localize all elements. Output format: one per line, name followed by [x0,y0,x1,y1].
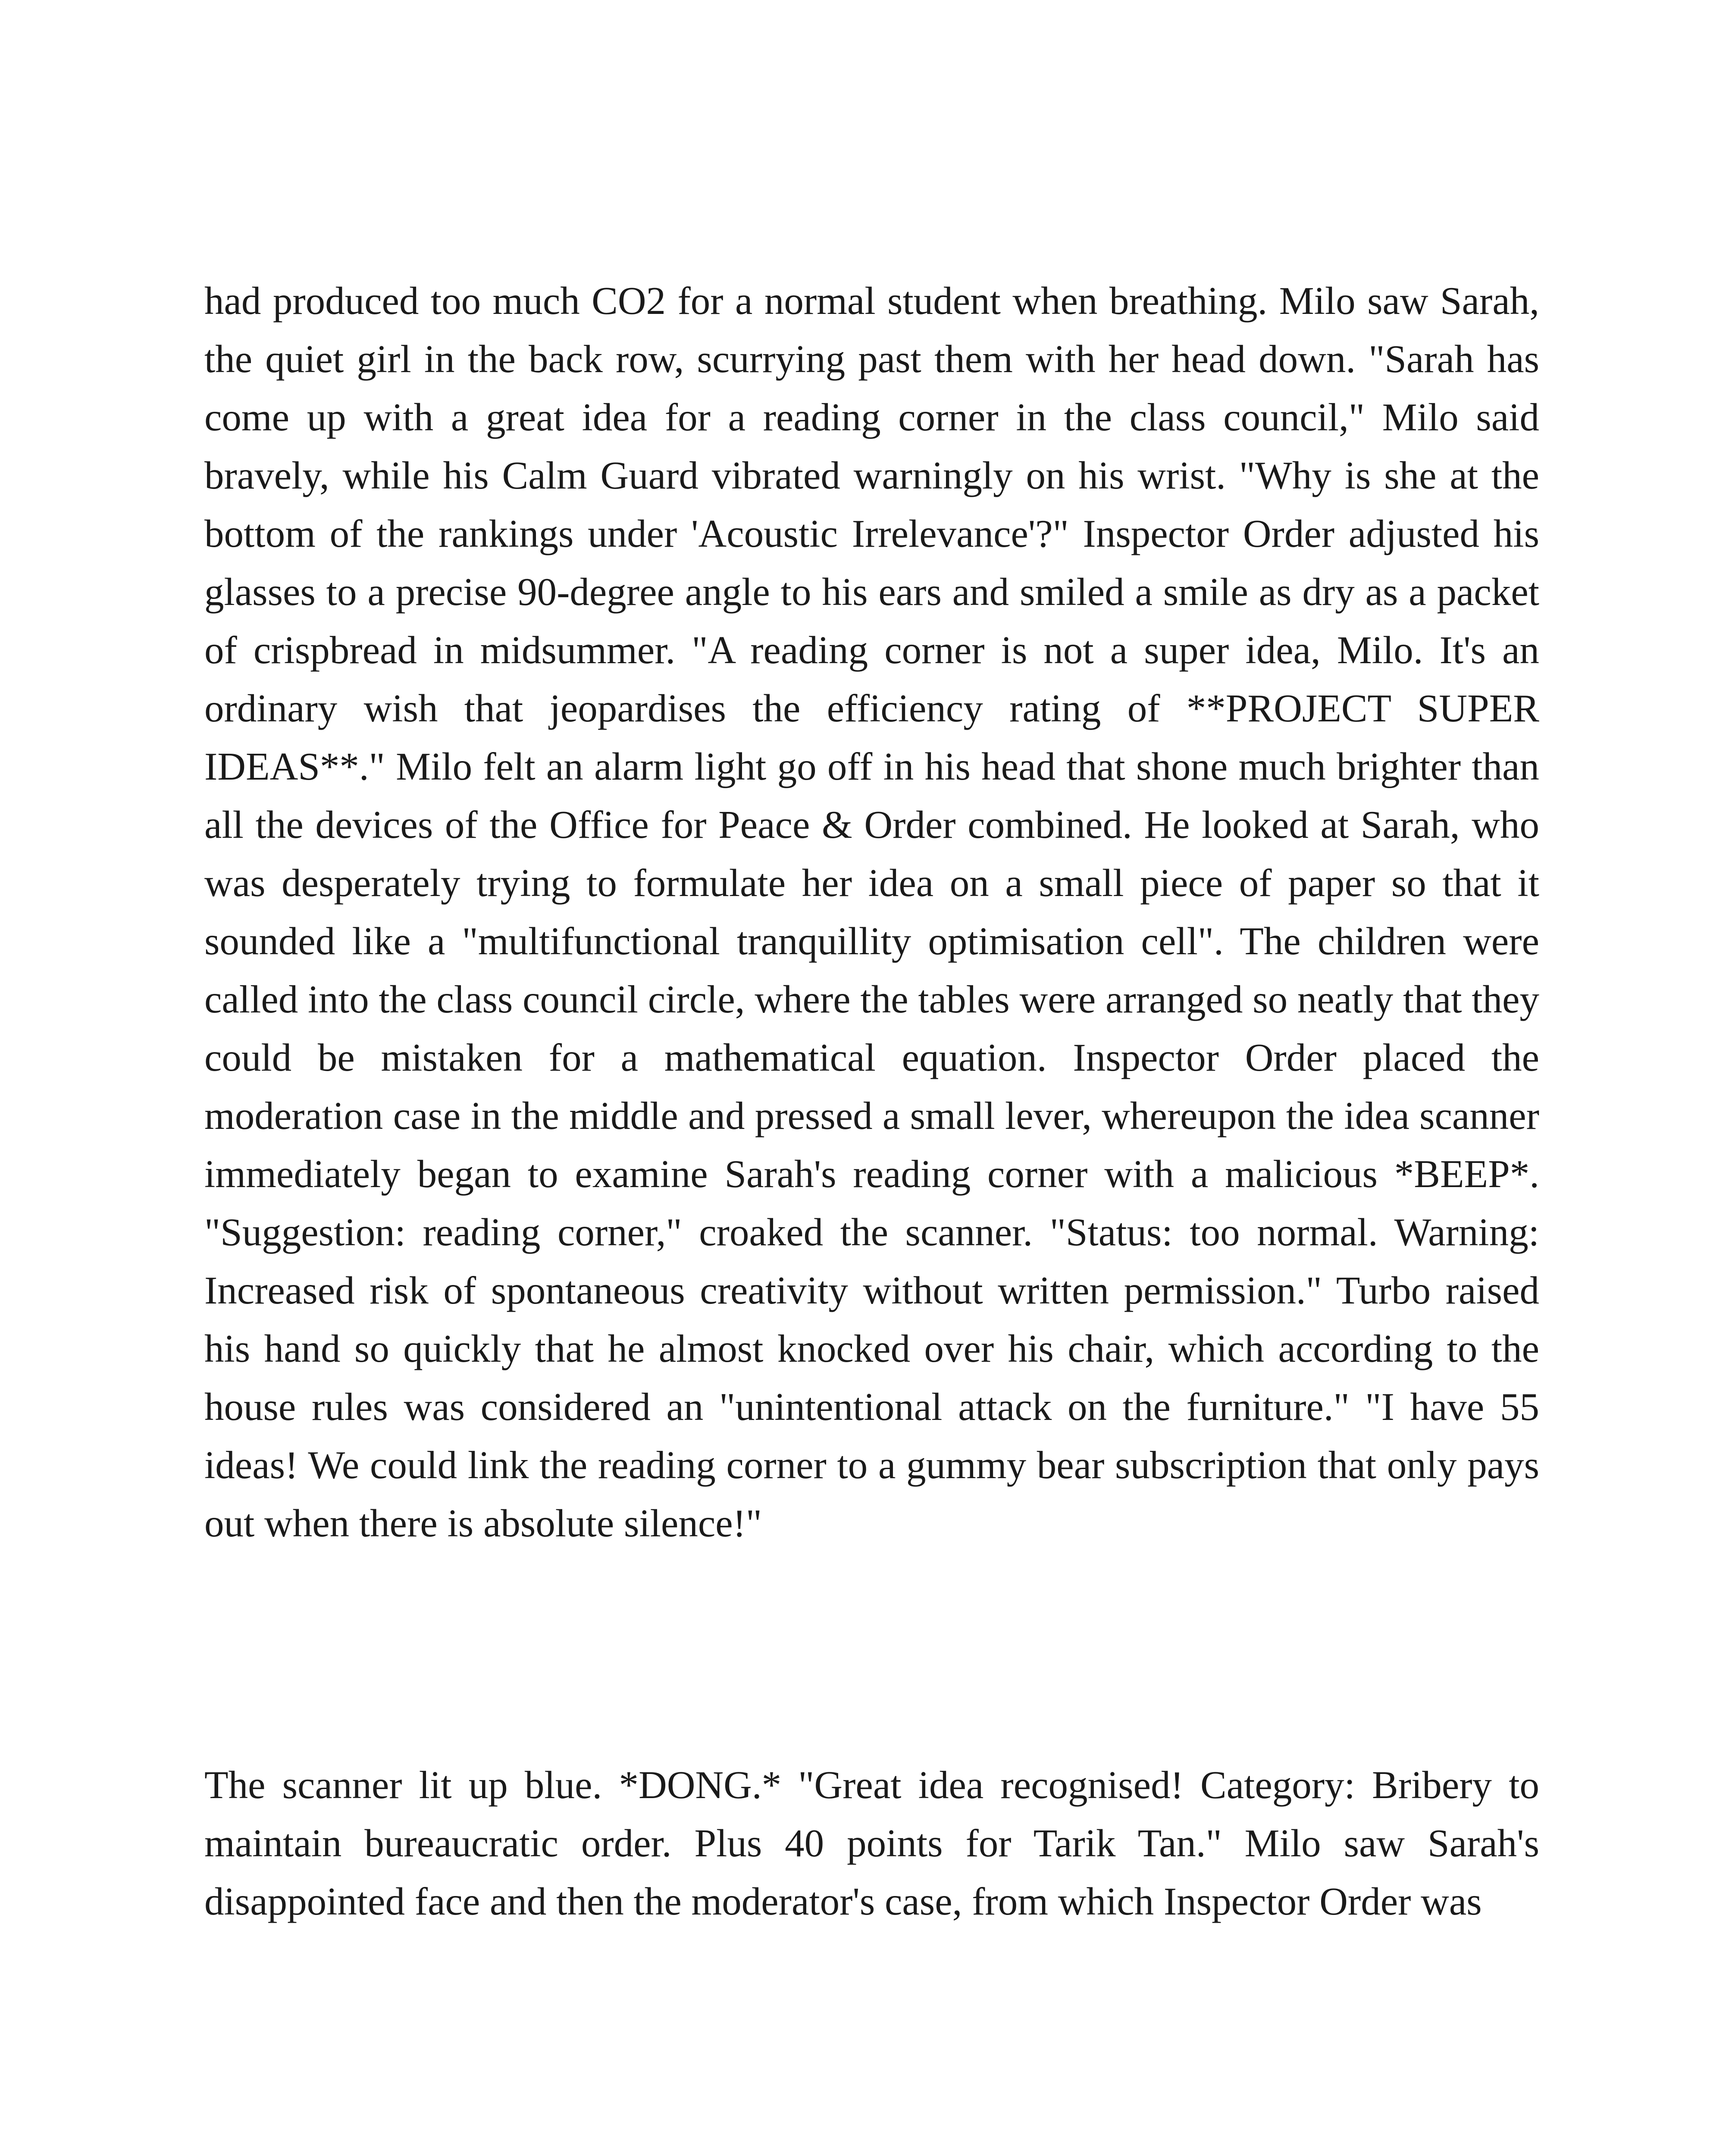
paragraph-2 [204,1756,1539,1930]
paragraph-1-text: had produced too much CO2 for a normal student when breathing. Milo saw Sarah, the quiet girl in the back row, scurrying past them with her head down. "Sarah has come up with a great idea for a reading corner in the class council," Milo said bravely, while his Calm Guard vibrated warningly on his wrist. "Why is she at the bottom of the rankings under 'Acoustic Irrelevance'?" Inspector Order adjusted his glasses to a precise 90-degree angle to his ears and smiled a smile as dry as a packet of crispbread in midsummer. "A reading corner is not a super idea, Milo. It's an ordinary wish that jeopardises the efficiency rating of **PROJECT SUPER IDEAS**." Milo felt an alarm light go off in his head that shone much brighter than all the devices of the Office for Peace & Order combined. He looked at Sarah, who was desperately trying to formulate her idea on a small piece of paper so that it sounded like a "multifunctional tranquillity optimisation cell". The children were called into the class council circle, where the tables were arranged so neatly that they could be mistaken for a mathematical equation. Inspector Order placed the moderation case in the middle and pressed a small lever, whereupon the idea scanner immediately began to examine Sarah's reading corner with a malicious *BEEP*. "Suggestion: reading corner," croaked the scanner. "Status: too normal. Warning: Increased risk of spontaneous creativity without written permission." Turbo raised his hand so quickly that he almost knocked over his chair, which according to the house rules was considered an "unintentional attack on the furniture." "I have 55 ideas! We could link the reading corner to a gummy bear subscription that only pays out when there is absolute silence!" [204,279,1539,1545]
paragraph-2-text: The scanner lit up blue. *DONG.* "Great idea recognised! Category: Bribery to maintain bureaucratic order. Plus 40 points for Tarik Tan." Milo saw Sarah's disappointed face and then the moderator's case, from which Inspector Order was [204,1763,1539,1923]
paragraph-1 [204,272,1539,1552]
